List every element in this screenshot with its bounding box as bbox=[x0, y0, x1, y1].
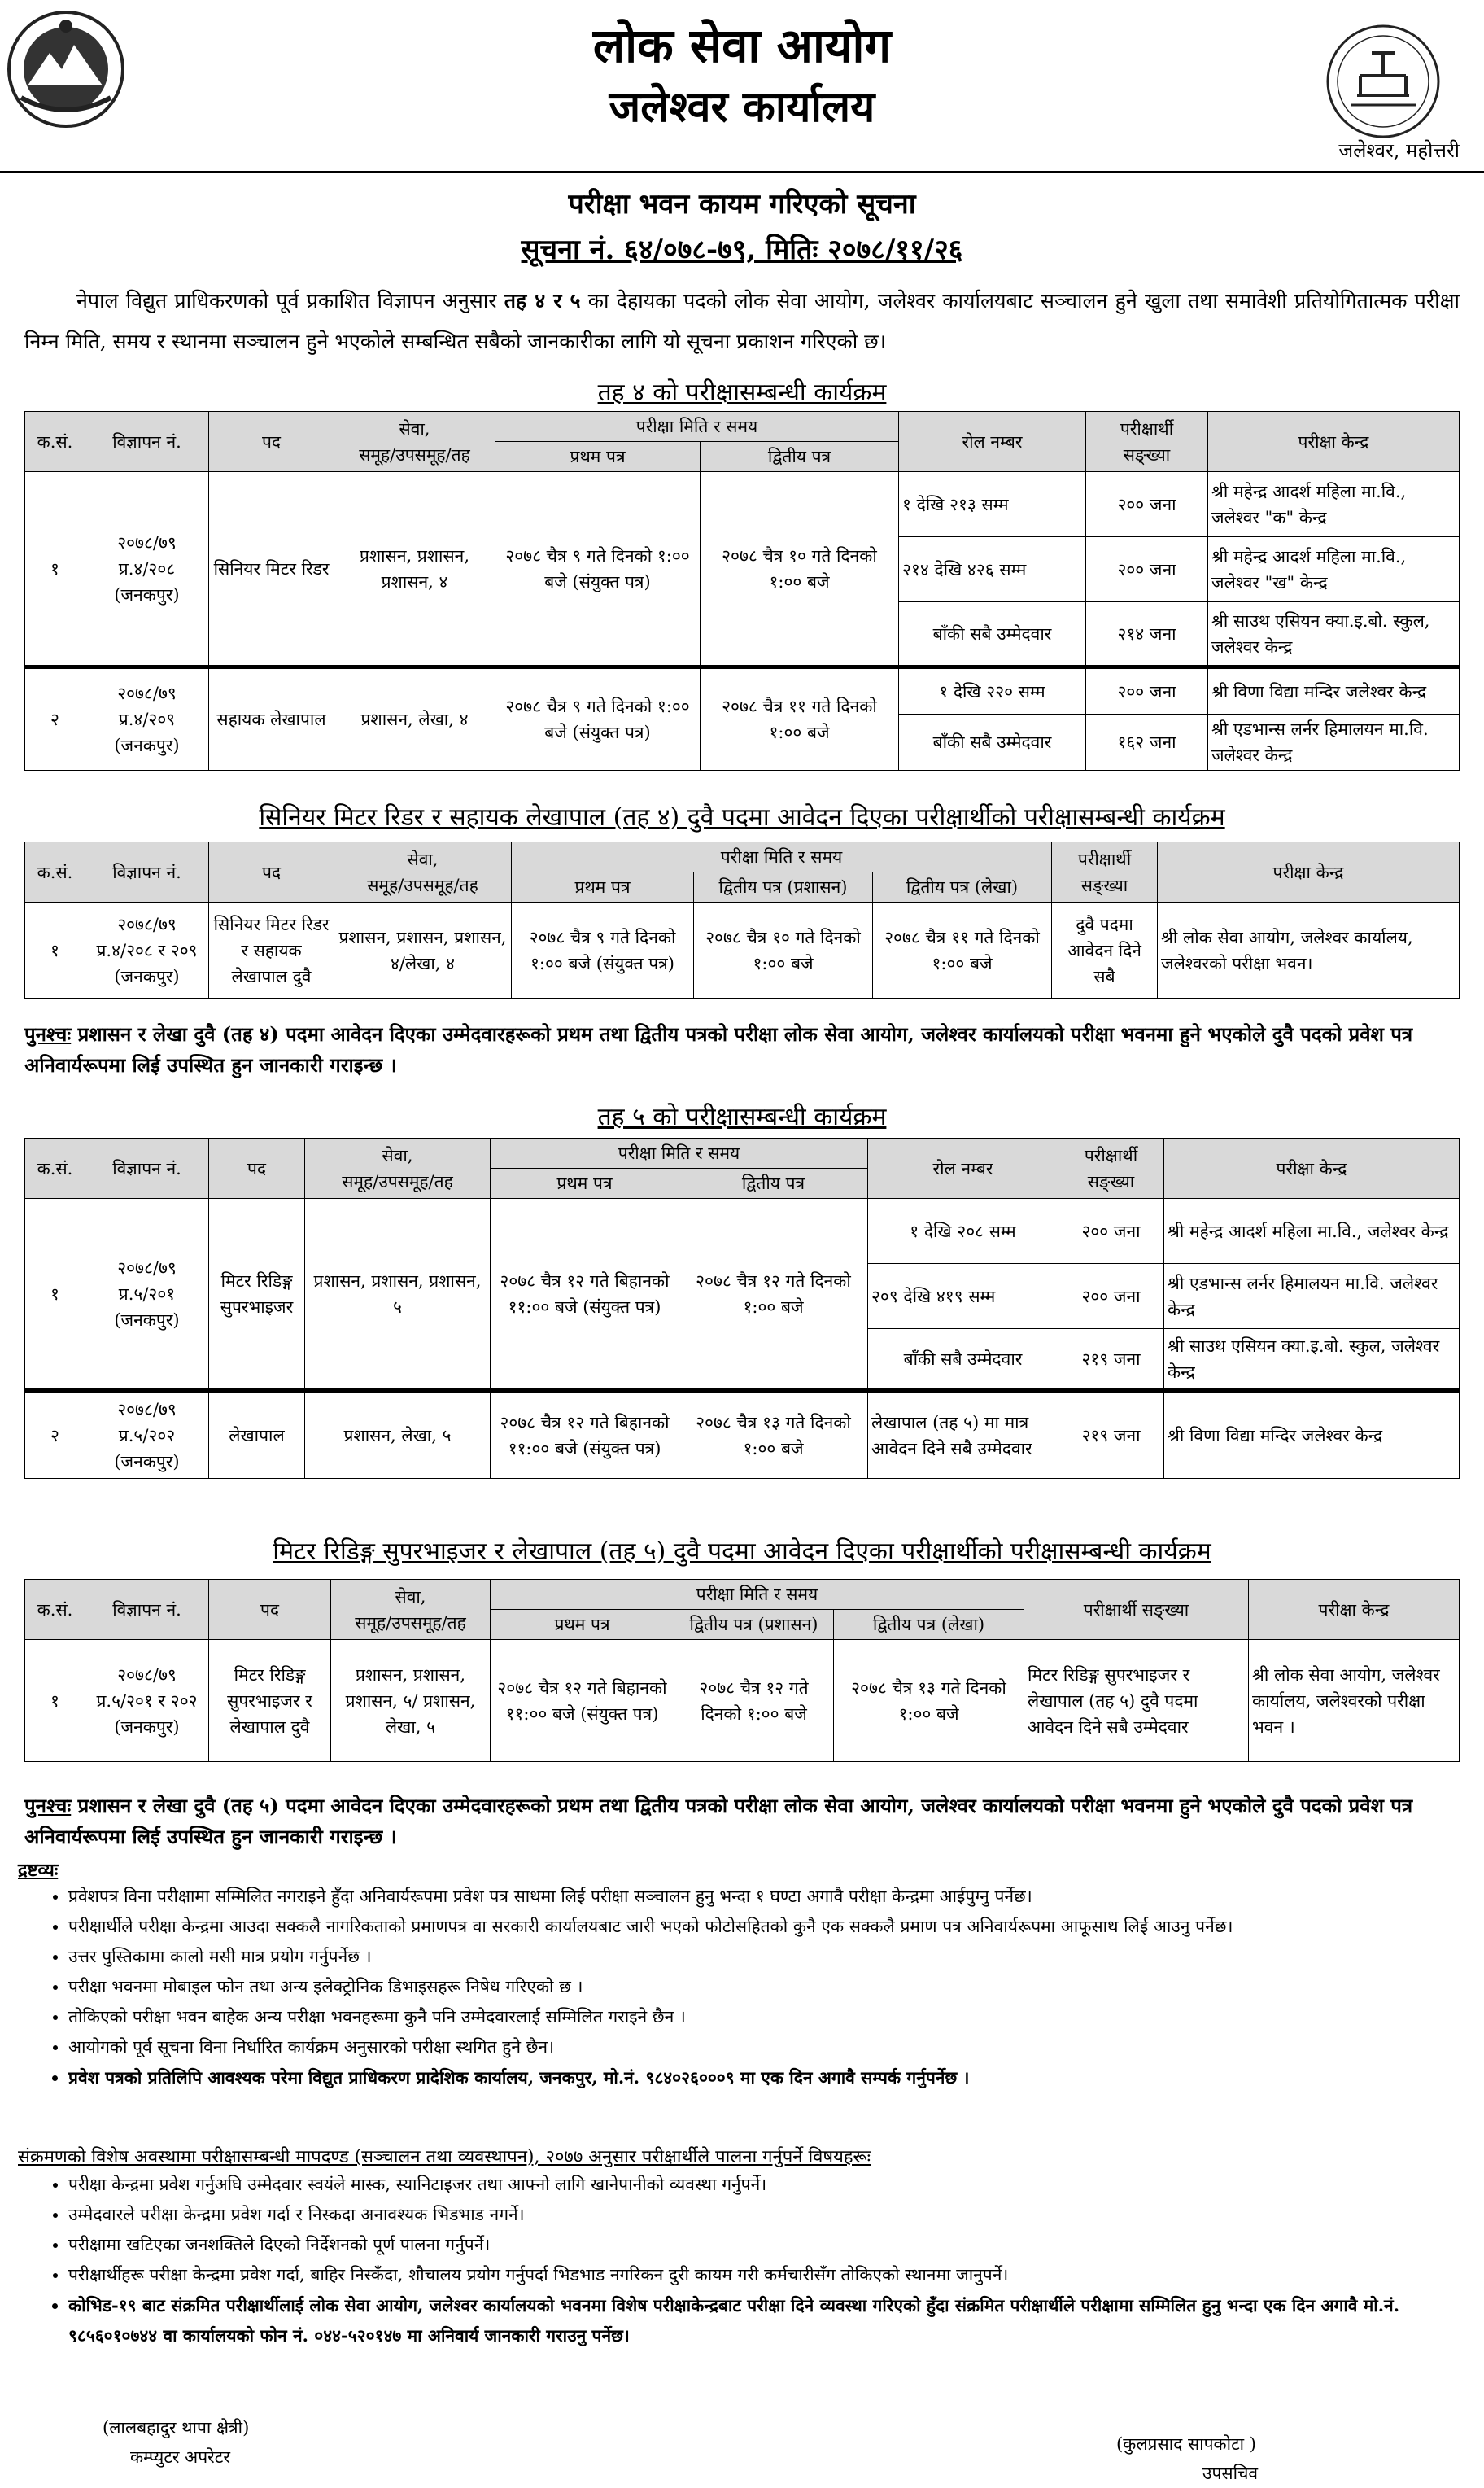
col-count bbox=[1058, 1139, 1164, 1199]
cell-roll: बाँकी सबै उम्मेदवार bbox=[868, 1329, 1058, 1391]
table-row bbox=[25, 903, 1460, 999]
signatory-name: (कुलप्रसाद सापकोटा ) bbox=[1116, 2434, 1256, 2454]
cell-adv: २०७८/७९ प्र.५/२०१ (जनकपुर) bbox=[85, 1199, 209, 1391]
cell-centre: श्री महेन्द्र आदर्श महिला मा.वि., जलेश्वर केन्द्र bbox=[1164, 1199, 1460, 1264]
table-row bbox=[25, 1199, 1460, 1264]
cell-sn: २ bbox=[25, 1391, 85, 1479]
col-sn: क.सं. bbox=[25, 1139, 85, 1199]
list-item: • तोकिएको परीक्षा भवन बाहेक अन्य परीक्षा भवनहरूमा कुनै पनि उम्मेदवारलाई सम्मिलित गराइने छैन । bbox=[68, 2002, 1484, 2032]
cell-post: मिटर रिडिङ्ग सुपरभाइजर र लेखापाल दुवै bbox=[209, 1640, 331, 1762]
table-row bbox=[25, 1391, 1460, 1479]
cell-service: प्रशासन, प्रशासन, प्रशासन, ५/ प्रशासन, लेखा, ५ bbox=[331, 1640, 491, 1762]
section-title-level5-both: मिटर रिडिङ्ग सुपरभाइजर र लेखापाल (तह ५) दुवै पदमा आवेदन दिएका परीक्षार्थीको परीक्षासम्बन्धी कार्यक्रम bbox=[273, 1537, 1211, 1566]
col-centre: परीक्षा केन्द्र bbox=[1164, 1139, 1460, 1199]
col-post: पद bbox=[209, 1580, 331, 1640]
table-row bbox=[25, 667, 1460, 715]
cell-centre: श्री एडभान्स लर्नर हिमालयन मा.वि. जलेश्वर केन्द्र bbox=[1164, 1264, 1460, 1329]
list-item: • आयोगको पूर्व सूचना विना निर्धारित कार्यक्रम अनुसारको परीक्षा स्थगित हुने छैन। bbox=[68, 2032, 1484, 2062]
list-item: • परीक्षार्थीले परीक्षा केन्द्रमा आउदा सक्कलै नागरिकताको प्रमाणपत्र वा सरकारी कार्यालयबाट जारी भएको फोटोसहितको कुनै एक सक्कलै प्रमाण पत्र अनिवार्यरूपमा आफूसाथ लिई आउनु पर्नेछ। bbox=[68, 1912, 1484, 1942]
table-level5-both bbox=[24, 1579, 1460, 1762]
col-sn: क.सं. bbox=[25, 1580, 85, 1640]
col-service-b: समूह/उपसमूह/तह bbox=[367, 875, 478, 895]
table-level4 bbox=[24, 411, 1460, 771]
col-service-a: सेवा, bbox=[399, 418, 430, 439]
col-service-b: समूह/उपसमूह/तह bbox=[359, 444, 470, 465]
cell-count: २१४ जना bbox=[1086, 602, 1208, 667]
cell-p2-admin: २०७८ चैत्र १२ गते दिनको १:०० बजे bbox=[674, 1640, 834, 1762]
covid-label: संक्रमणको विशेष अवस्थामा परीक्षासम्बन्धी मापदण्ड (सञ्चालन तथा व्यवस्थापन), २०७७ अनुसार परीक्षार्थीले पालना गर्नुपर्ने विषयहरूः bbox=[18, 2147, 871, 2167]
col-service-b: समूह/उपसमूह/तह bbox=[342, 1171, 453, 1192]
col-centre: परीक्षा केन्द्र bbox=[1249, 1580, 1460, 1640]
signature-right bbox=[1116, 2429, 1258, 2488]
cell-post: लेखापाल bbox=[209, 1391, 305, 1479]
intro-text-b: का देहायका पदको लोक सेवा आयोग, जलेश्वर कार्यालयबाट सञ्चालन हुने खुला तथा समावेशी प्रतियोगितात्मक परीक्षा निम्न मिति, समय र स्थानमा सञ्चालन हुने भएकोले सम्बन्धित सबैको जानकारीका लागि यो सूचना प्रकाशन गरिएको छ। bbox=[24, 289, 1460, 353]
org-name: लोक सेवा आयोग bbox=[592, 18, 892, 73]
col-p2-admin: द्वितीय पत्र (प्रशासन) bbox=[694, 872, 873, 903]
cell-centre: श्री महेन्द्र आदर्श महिला मा.वि., जलेश्वर "ख" केन्द्र bbox=[1208, 537, 1460, 602]
cell-post: सहायक लेखापाल bbox=[209, 667, 334, 771]
col-service-a: सेवा, bbox=[395, 1586, 426, 1607]
col-count: परीक्षार्थी सङ्ख्या bbox=[1024, 1580, 1249, 1640]
col-service-b: समूह/उपसमूह/तह bbox=[355, 1612, 466, 1633]
cell-sn: १ bbox=[25, 1199, 85, 1391]
section-title-level5: तह ५ को परीक्षासम्बन्धी कार्यक्रम bbox=[597, 1103, 887, 1131]
signatory-title: उपसचिव bbox=[1202, 2464, 1259, 2483]
col-count-a: परीक्षार्थी bbox=[1120, 418, 1174, 439]
cell-count: मिटर रिडिङ्ग सुपरभाइजर र लेखापाल (तह ५) दुवै पदमा आवेदन दिने सबै उम्मेदवार bbox=[1024, 1640, 1249, 1762]
cell-centre: श्री विणा विद्या मन्दिर जलेश्वर केन्द्र bbox=[1164, 1391, 1460, 1479]
notice-title: परीक्षा भवन कायम गरिएको सूचना bbox=[568, 188, 916, 221]
table-header-row bbox=[25, 842, 1460, 872]
table-level4-both bbox=[24, 842, 1460, 999]
col-p1: प्रथम पत्र bbox=[495, 442, 701, 472]
attention-label: द्रष्टव्यः bbox=[18, 1860, 59, 1881]
col-count-b: सङ्ख्या bbox=[1080, 875, 1128, 895]
cell-p2-acct: २०७८ चैत्र ११ गते दिनको १:०० बजे bbox=[873, 903, 1052, 999]
table-row bbox=[25, 1640, 1460, 1762]
cell-p1: २०७८ चैत्र ९ गते दिनको १:०० बजे (संयुक्त पत्र) bbox=[495, 667, 701, 771]
list-item: • परीक्षा केन्द्रमा प्रवेश गर्नुअघि उम्मेदवार स्वयंले मास्क, स्यानिटाइजर तथा आफ्नो लागि खानेपानीको व्यवस्था गर्नुपर्ने। bbox=[68, 2170, 1484, 2200]
cell-roll: १ देखि २१३ सम्म bbox=[899, 472, 1086, 537]
col-centre: परीक्षा केन्द्र bbox=[1208, 412, 1460, 472]
col-count bbox=[1086, 412, 1208, 472]
cell-adv: २०७८/७९ प्र.४/२०८ (जनकपुर) bbox=[85, 472, 209, 667]
cell-adv: २०७८/७९ प्र.४/२०८ र २०९ (जनकपुर) bbox=[85, 903, 209, 999]
cell-centre: श्री लोक सेवा आयोग, जलेश्वर कार्यालय, जलेश्वरको परीक्षा भवन। bbox=[1158, 903, 1460, 999]
cell-roll: बाँकी सबै उम्मेदवार bbox=[899, 602, 1086, 667]
col-count-a: परीक्षार्थी bbox=[1084, 1145, 1138, 1165]
cell-service: प्रशासन, प्रशासन, प्रशासन, ५ bbox=[305, 1199, 491, 1391]
table-header-row bbox=[25, 412, 1460, 442]
table-row bbox=[25, 472, 1460, 537]
col-p1: प्रथम पत्र bbox=[512, 872, 694, 903]
cell-service: प्रशासन, प्रशासन, प्रशासन, ४ bbox=[334, 472, 495, 667]
postscript-label: पुनश्चः bbox=[24, 1794, 72, 1817]
col-count-a: परीक्षार्थी bbox=[1077, 849, 1132, 869]
col-datetime: परीक्षा मिति र समय bbox=[495, 412, 899, 442]
cell-count: २०० जना bbox=[1086, 537, 1208, 602]
list-item: • प्रवेशपत्र विना परीक्षामा सम्मिलित नगराइने हुँदा अनिवार्यरूपमा प्रवेश पत्र साथमा लिई परीक्षा सञ्चालन हुनु भन्दा १ घण्टा अगावै परीक्षा केन्द्रमा आईपुग्नु पर्नेछ। bbox=[68, 1882, 1484, 1912]
cell-roll: १ देखि २०८ सम्म bbox=[868, 1199, 1058, 1264]
cell-p1: २०७८ चैत्र १२ गते बिहानको ११:०० बजे (संयुक्त पत्र) bbox=[491, 1199, 679, 1391]
col-service bbox=[305, 1139, 491, 1199]
office-location: जलेश्वर, महोत्तरी bbox=[1338, 139, 1460, 162]
section-title-level4: तह ४ को परीक्षासम्बन्धी कार्यक्रम bbox=[597, 378, 887, 407]
intro-paragraph bbox=[24, 281, 1460, 362]
header-divider bbox=[0, 171, 1484, 173]
col-post: पद bbox=[209, 842, 334, 903]
cell-service: प्रशासन, प्रशासन, प्रशासन, ४/लेखा, ४ bbox=[334, 903, 512, 999]
col-centre: परीक्षा केन्द्र bbox=[1158, 842, 1460, 903]
col-datetime: परीक्षा मिति र समय bbox=[491, 1580, 1024, 1610]
col-p2-acct: द्वितीय पत्र (लेखा) bbox=[873, 872, 1052, 903]
list-item: • परीक्षा भवनमा मोबाइल फोन तथा अन्य इलेक्ट्रोनिक डिभाइसहरू निषेध गरिएको छ । bbox=[68, 1972, 1484, 2002]
col-p1: प्रथम पत्र bbox=[491, 1169, 679, 1199]
cell-centre: श्री विणा विद्या मन्दिर जलेश्वर केन्द्र bbox=[1208, 667, 1460, 715]
col-datetime: परीक्षा मिति र समय bbox=[491, 1139, 868, 1169]
col-service bbox=[331, 1580, 491, 1640]
signature-left bbox=[103, 2413, 249, 2472]
cell-post: सिनियर मिटर रिडर र सहायक लेखापाल दुवै bbox=[209, 903, 334, 999]
postscript-level5 bbox=[24, 1791, 1460, 1852]
cell-service: प्रशासन, लेखा, ४ bbox=[334, 667, 495, 771]
col-post: पद bbox=[209, 412, 334, 472]
cell-p2: २०७८ चैत्र १२ गते दिनको १:०० बजे bbox=[679, 1199, 868, 1391]
cell-p2: २०७८ चैत्र १३ गते दिनको १:०० बजे bbox=[679, 1391, 868, 1479]
notice-number: सूचना नं. ६४/०७८-७९, मितिः २०७८/११/२६ bbox=[521, 234, 963, 266]
table-level5 bbox=[24, 1138, 1460, 1479]
cell-p1: २०७८ चैत्र ९ गते दिनको १:०० बजे (संयुक्त पत्र) bbox=[512, 903, 694, 999]
cell-roll: २१४ देखि ४२६ सम्म bbox=[899, 537, 1086, 602]
col-service-a: सेवा, bbox=[382, 1145, 413, 1165]
col-post: पद bbox=[209, 1139, 305, 1199]
col-count-b: सङ्ख्या bbox=[1123, 444, 1171, 465]
postscript-text: प्रशासन र लेखा दुवै (तह ५) पदमा आवेदन दिएका उम्मेदवारहरूको प्रथम तथा द्वितीय पत्रको परीक्षा लोक सेवा आयोग, जलेश्वर कार्यालयको परीक्षा भवनमा हुने भएकोले दुवै पदको प्रवेश पत्र अनिवार्यरूपमा लिई उपस्थित हुन जानकारी गराइन्छ । bbox=[24, 1794, 1413, 1848]
cell-count: २१९ जना bbox=[1058, 1391, 1164, 1479]
col-roll: रोल नम्बर bbox=[899, 412, 1086, 472]
col-adv: विज्ञापन नं. bbox=[85, 842, 209, 903]
table-header-row bbox=[25, 1580, 1460, 1610]
cell-p1: २०७८ चैत्र ९ गते दिनको १:०० बजे (संयुक्त पत्र) bbox=[495, 472, 701, 667]
intro-text-a: नेपाल विद्युत प्राधिकरणको पूर्व प्रकाशित विज्ञापन अनुसार bbox=[76, 289, 504, 313]
cell-p2-acct: २०७८ चैत्र १३ गते दिनको १:०० बजे bbox=[834, 1640, 1024, 1762]
section-title-level4-both: सिनियर मिटर रिडर र सहायक लेखापाल (तह ४) दुवै पदमा आवेदन दिएका परीक्षार्थीको परीक्षासम्बन्धी कार्यक्रम bbox=[259, 803, 1225, 832]
cell-p2-admin: २०७८ चैत्र १० गते दिनको १:०० बजे bbox=[694, 903, 873, 999]
cell-roll: १ देखि २२० सम्म bbox=[899, 667, 1086, 715]
cell-centre: श्री लोक सेवा आयोग, जलेश्वर कार्यालय, जलेश्वरको परीक्षा भवन । bbox=[1249, 1640, 1460, 1762]
cell-post: सिनियर मिटर रिडर bbox=[209, 472, 334, 667]
cell-count: २०० जना bbox=[1058, 1199, 1164, 1264]
col-service bbox=[334, 842, 512, 903]
intro-text-bold: तह ४ र ५ bbox=[504, 289, 581, 313]
postscript-text: प्रशासन र लेखा दुवै (तह ४) पदमा आवेदन दिएका उम्मेदवारहरूको प्रथम तथा द्वितीय पत्रको परीक्षा लोक सेवा आयोग, जलेश्वर कार्यालयको परीक्षा भवनमा हुने भएकोले दुवै पदको प्रवेश पत्र अनिवार्यरूपमा लिई उपस्थित हुन जानकारी गराइन्छ । bbox=[24, 1022, 1413, 1077]
signatory-name: (लालबहादुर थापा क्षेत्री) bbox=[103, 2418, 250, 2438]
cell-adv: २०७८/७९ प्र.५/२०१ र २०२ (जनकपुर) bbox=[85, 1640, 209, 1762]
cell-count: दुवै पदमा आवेदन दिने सबै bbox=[1052, 903, 1158, 999]
postscript-label: पुनश्चः bbox=[24, 1022, 72, 1046]
cell-count: २१९ जना bbox=[1058, 1329, 1164, 1391]
col-p2: द्वितीय पत्र bbox=[679, 1169, 868, 1199]
attention-list bbox=[33, 1882, 1484, 2092]
list-item: • कोभिड-१९ बाट संक्रमित परीक्षार्थीलाई लोक सेवा आयोग, जलेश्वर कार्यालयको भवनमा विशेष परीक्षाकेन्द्रबाट परीक्षा दिने व्यवस्था गरिएको हुँदा संक्रमित परीक्षार्थीले परीक्षामा सम्मिलित हुनु भन्दा एक दिन अगावै मो.नं. ९८५६०१०७४४ वा कार्यालयको फोन नं. ०४४-५२०१४७ मा अनिवार्य जानकारी गराउनु पर्नेछ। bbox=[68, 2290, 1484, 2350]
cell-count: २०० जना bbox=[1086, 667, 1208, 715]
list-item: • उम्मेदवारले परीक्षा केन्द्रमा प्रवेश गर्दा र निस्कदा अनावश्यक भिडभाड नगर्ने। bbox=[68, 2200, 1484, 2230]
cell-p2: २०७८ चैत्र १० गते दिनको १:०० बजे bbox=[701, 472, 899, 667]
cell-count: २०० जना bbox=[1058, 1264, 1164, 1329]
cell-roll: लेखापाल (तह ५) मा मात्र आवेदन दिने सबै उम्मेदवार bbox=[868, 1391, 1058, 1479]
cell-adv: २०७८/७९ प्र.४/२०९ (जनकपुर) bbox=[85, 667, 209, 771]
cell-sn: १ bbox=[25, 472, 85, 667]
list-item: • उत्तर पुस्तिकामा कालो मसी मात्र प्रयोग गर्नुपर्नेछ । bbox=[68, 1942, 1484, 1972]
letterhead bbox=[0, 0, 1484, 175]
list-item: • परीक्षामा खटिएका जनशक्तिले दिएको निर्देशनको पूर्ण पालना गर्नुपर्ने। bbox=[68, 2230, 1484, 2260]
col-count-b: सङ्ख्या bbox=[1087, 1171, 1135, 1192]
col-p2: द्वितीय पत्र bbox=[701, 442, 899, 472]
cell-count: २०० जना bbox=[1086, 472, 1208, 537]
col-sn: क.सं. bbox=[25, 842, 85, 903]
cell-centre: श्री महेन्द्र आदर्श महिला मा.वि., जलेश्वर "क" केन्द्र bbox=[1208, 472, 1460, 537]
col-p2-acct: द्वितीय पत्र (लेखा) bbox=[834, 1610, 1024, 1640]
cell-count: १६२ जना bbox=[1086, 715, 1208, 771]
notice-number-wrap bbox=[0, 230, 1484, 267]
col-p2-admin: द्वितीय पत्र (प्रशासन) bbox=[674, 1610, 834, 1640]
table-header-row bbox=[25, 1139, 1460, 1169]
cell-p2: २०७८ चैत्र ११ गते दिनको १:०० बजे bbox=[701, 667, 899, 771]
psc-logo-icon bbox=[1302, 20, 1464, 142]
col-roll: रोल नम्बर bbox=[868, 1139, 1058, 1199]
cell-p1: २०७८ चैत्र १२ गते बिहानको ११:०० बजे (संयुक्त पत्र) bbox=[491, 1640, 674, 1762]
office-name: जलेश्वर कार्यालय bbox=[609, 82, 875, 132]
col-count bbox=[1052, 842, 1158, 903]
cell-roll: २०९ देखि ४१९ सम्म bbox=[868, 1264, 1058, 1329]
cell-centre: श्री साउथ एसियन क्या.इ.बो. स्कुल, जलेश्वर केन्द्र bbox=[1208, 602, 1460, 667]
signatory-title: कम्प्युटर अपरेटर bbox=[130, 2447, 230, 2467]
col-service-a: सेवा, bbox=[407, 849, 439, 869]
col-service bbox=[334, 412, 495, 472]
list-item: • परीक्षार्थीहरू परीक्षा केन्द्रमा प्रवेश गर्दा, बाहिर निस्कँदा, शौचालय प्रयोग गर्नुपर्दा भिडभाड नगरिकन दुरी कायम गरी कर्मचारीसँग तोकिएको स्थानमा जानुपर्ने। bbox=[68, 2260, 1484, 2290]
col-adv: विज्ञापन नं. bbox=[85, 1580, 209, 1640]
cell-adv: २०७८/७९ प्र.५/२०२ (जनकपुर) bbox=[85, 1391, 209, 1479]
col-datetime: परीक्षा मिति र समय bbox=[512, 842, 1052, 872]
cell-sn: १ bbox=[25, 1640, 85, 1762]
cell-post: मिटर रिडिङ्ग सुपरभाइजर bbox=[209, 1199, 305, 1391]
list-item: • प्रवेश पत्रको प्रतिलिपि आवश्यक परेमा विद्युत प्राधिकरण प्रादेशिक कार्यालय, जनकपुर, मो.नं. ९८४०२६०००९ मा एक दिन अगावै सम्पर्क गर्नुपर्नेछ । bbox=[68, 2062, 1484, 2092]
col-p1: प्रथम पत्र bbox=[491, 1610, 674, 1640]
cell-centre: श्री एडभान्स लर्नर हिमालयन मा.वि. जलेश्वर केन्द्र bbox=[1208, 715, 1460, 771]
cell-roll: बाँकी सबै उम्मेदवार bbox=[899, 715, 1086, 771]
covid-list bbox=[33, 2170, 1484, 2350]
col-sn: क.सं. bbox=[25, 412, 85, 472]
postscript-level4 bbox=[24, 1019, 1460, 1081]
col-adv: विज्ञापन नं. bbox=[85, 412, 209, 472]
cell-service: प्रशासन, लेखा, ५ bbox=[305, 1391, 491, 1479]
cell-centre: श्री साउथ एसियन क्या.इ.बो. स्कुल, जलेश्वर केन्द्र bbox=[1164, 1329, 1460, 1391]
cell-sn: २ bbox=[25, 667, 85, 771]
cell-sn: १ bbox=[25, 903, 85, 999]
col-adv: विज्ञापन नं. bbox=[85, 1139, 209, 1199]
cell-p1: २०७८ चैत्र १२ गते बिहानको ११:०० बजे (संयुक्त पत्र) bbox=[491, 1391, 679, 1479]
